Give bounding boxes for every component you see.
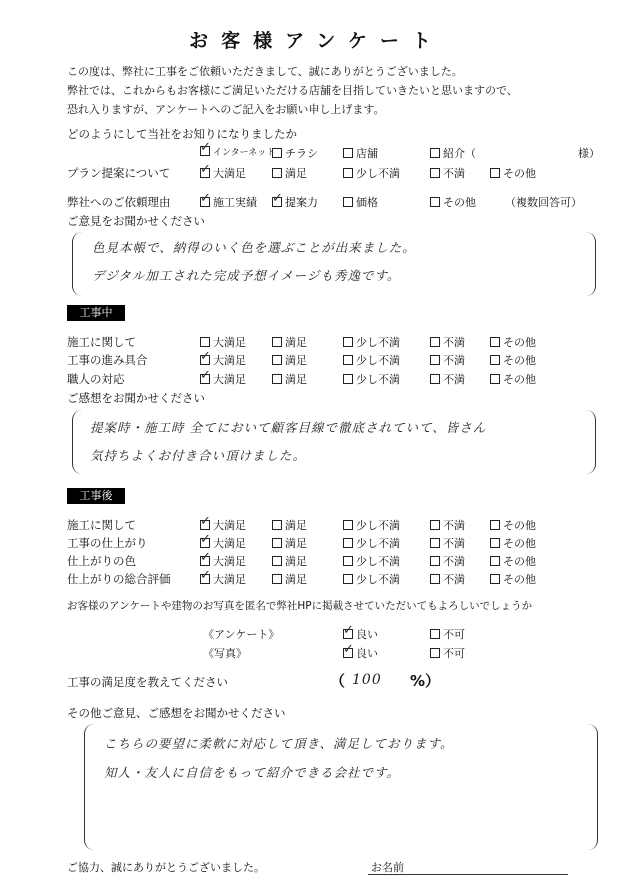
after-1-satisfied[interactable]: 満足 xyxy=(272,535,307,551)
checkbox[interactable] xyxy=(272,168,282,178)
checkbox-checked[interactable] xyxy=(200,146,210,156)
during-0-other[interactable]: その他 xyxy=(490,334,536,350)
checkbox[interactable] xyxy=(343,337,353,347)
checkbox[interactable] xyxy=(490,168,500,178)
publish-survey-ok[interactable]: ✓ 良い xyxy=(343,626,378,642)
intro-line-2: 弊社では、これからもお客様にご満足いただける店舗を目指していきたいと思いますので、 xyxy=(67,84,518,97)
during-row-label: 職人の対応 xyxy=(67,372,125,386)
checkbox[interactable] xyxy=(430,556,440,566)
checkbox[interactable] xyxy=(430,168,440,178)
after-3-slightly[interactable]: 少し不満 xyxy=(343,571,400,587)
satisfaction-unit: %） xyxy=(410,672,441,690)
checkbox-checked[interactable] xyxy=(343,648,353,658)
after-0-dissatisfied[interactable]: 不満 xyxy=(430,517,465,533)
opinion-line-2: デジタル加工された完成予想イメージも秀逸です。 xyxy=(92,268,401,283)
reason-track-record[interactable]: ✓ 施工実績 xyxy=(200,194,257,210)
intro-line-3: 恐れ入りますが、アンケートへのご記入をお願い申し上げます。 xyxy=(67,103,385,116)
reason-price[interactable]: 価格 xyxy=(343,194,378,210)
during-1-satisfied[interactable]: 満足 xyxy=(272,352,307,368)
checkbox[interactable] xyxy=(430,374,440,384)
after-0-satisfied[interactable]: 満足 xyxy=(272,517,307,533)
during-2-dissatisfied[interactable]: 不満 xyxy=(430,371,465,387)
checkbox-checked[interactable] xyxy=(200,556,210,566)
section-after: 工事後 xyxy=(67,488,125,504)
checkbox[interactable] xyxy=(272,355,282,365)
checkbox-checked[interactable] xyxy=(200,197,210,207)
page-title: お客様アンケート xyxy=(189,30,444,52)
checkbox-checked[interactable] xyxy=(200,168,210,178)
reason-proposal[interactable]: ✓ 提案力 xyxy=(272,194,318,210)
name-label: お名前 xyxy=(371,861,404,874)
checkbox[interactable] xyxy=(343,556,353,566)
plan-satisfied[interactable]: 満足 xyxy=(272,165,307,181)
checkbox-checked[interactable] xyxy=(200,574,210,584)
during-0-satisfied[interactable]: 満足 xyxy=(272,334,307,350)
after-2-very-satisfied[interactable]: ✓ 大満足 xyxy=(200,553,246,569)
publish-survey-ng[interactable]: 不可 xyxy=(430,626,465,642)
checkbox[interactable] xyxy=(343,574,353,584)
during-2-very-satisfied[interactable]: ✓ 大満足 xyxy=(200,371,246,387)
checkbox-checked[interactable] xyxy=(200,355,210,365)
checkbox[interactable] xyxy=(430,197,440,207)
after-3-satisfied[interactable]: 満足 xyxy=(272,571,307,587)
after-0-very-satisfied[interactable]: ✓ 大満足 xyxy=(200,517,246,533)
checkbox-checked[interactable] xyxy=(200,520,210,530)
question-opinion: ご意見をお聞かせください xyxy=(67,214,205,228)
howknown-internet[interactable]: ✓インターネット xyxy=(200,145,275,158)
after-3-other[interactable]: その他 xyxy=(490,571,536,587)
checkbox[interactable] xyxy=(272,148,282,158)
satisfaction-value[interactable]: 100 xyxy=(352,672,382,688)
plan-other[interactable]: その他 xyxy=(490,165,536,181)
checkbox[interactable] xyxy=(490,556,500,566)
question-other: その他ご意見、ご感想をお聞かせください xyxy=(67,706,286,720)
checkbox[interactable] xyxy=(343,168,353,178)
checkbox[interactable] xyxy=(272,556,282,566)
after-2-slightly[interactable]: 少し不満 xyxy=(343,553,400,569)
checkbox[interactable] xyxy=(272,337,282,347)
after-1-very-satisfied[interactable]: ✓ 大満足 xyxy=(200,535,246,551)
checkbox[interactable] xyxy=(272,520,282,530)
during-1-dissatisfied[interactable]: 不満 xyxy=(430,352,465,368)
opinion-line-1: 色見本帳で、納得のいく色を選ぶことが出来ました。 xyxy=(92,240,416,255)
checkbox[interactable] xyxy=(343,197,353,207)
during-1-other[interactable]: その他 xyxy=(490,352,536,368)
checkbox[interactable] xyxy=(272,574,282,584)
checkbox[interactable] xyxy=(490,538,500,548)
reason-other[interactable]: その他 xyxy=(430,194,476,210)
other-line-2: 知人・友人に自信をもって紹介できる会社です。 xyxy=(104,765,401,780)
checkbox-checked[interactable] xyxy=(272,197,282,207)
checkbox[interactable] xyxy=(430,148,440,158)
footer-thanks: ご協力、誠にありがとうございました。 xyxy=(67,861,265,874)
after-2-dissatisfied[interactable]: 不満 xyxy=(430,553,465,569)
after-2-satisfied[interactable]: 満足 xyxy=(272,553,307,569)
checkbox[interactable] xyxy=(430,648,440,658)
publish-row-photo: 《写真》 xyxy=(203,647,247,660)
howknown-store[interactable]: 店舗 xyxy=(343,145,378,161)
howknown-referral[interactable]: 紹介（ xyxy=(430,145,476,161)
checkbox[interactable] xyxy=(490,574,500,584)
after-row-label: 工事の仕上がり xyxy=(67,536,148,550)
checkbox[interactable] xyxy=(490,520,500,530)
howknown-flyer[interactable]: チラシ xyxy=(272,145,318,161)
reason-label: 弊社へのご依頼理由 xyxy=(67,195,171,209)
question-how-known: どのようにして当社をお知りになりましたか xyxy=(67,127,297,141)
name-input-line[interactable] xyxy=(368,873,568,875)
satisfaction-open-paren: （ xyxy=(330,672,346,690)
plan-label: プラン提案について xyxy=(67,166,171,180)
during-0-dissatisfied[interactable]: 不満 xyxy=(430,334,465,350)
checkbox[interactable] xyxy=(430,520,440,530)
checkbox[interactable] xyxy=(430,337,440,347)
after-0-slightly[interactable]: 少し不満 xyxy=(343,517,400,533)
checkbox[interactable] xyxy=(343,520,353,530)
publish-photo-ng[interactable]: 不可 xyxy=(430,645,465,661)
checkbox[interactable] xyxy=(490,337,500,347)
checkbox-checked[interactable] xyxy=(200,374,210,384)
checkbox[interactable] xyxy=(343,355,353,365)
after-row-label: 仕上がりの色 xyxy=(67,554,136,568)
after-row-label: 仕上がりの総合評価 xyxy=(67,572,171,586)
during-1-slightly[interactable]: 少し不満 xyxy=(343,352,400,368)
other-line-1: こちらの要望に柔軟に対応して頂き、満足しております。 xyxy=(104,736,454,751)
after-3-dissatisfied[interactable]: 不満 xyxy=(430,571,465,587)
checkbox[interactable] xyxy=(343,538,353,548)
impression-line-1: 提案時・施工時 全てにおいて顧客目線で徹底されていて、皆さん xyxy=(90,420,487,435)
checkbox[interactable] xyxy=(272,374,282,384)
intro-line-1: この度は、弊社に工事をご依頼いただきまして、誠にありがとうございました。 xyxy=(67,65,463,78)
after-1-dissatisfied[interactable]: 不満 xyxy=(430,535,465,551)
during-2-satisfied[interactable]: 満足 xyxy=(272,371,307,387)
during-row-label: 施工に関して xyxy=(67,335,136,349)
after-1-other[interactable]: その他 xyxy=(490,535,536,551)
during-2-slightly[interactable]: 少し不満 xyxy=(343,371,400,387)
section-during: 工事中 xyxy=(67,305,125,321)
publish-photo-ok[interactable]: ✓ 良い xyxy=(343,645,378,661)
question-satisfaction-level: 工事の満足度を教えてください xyxy=(67,675,228,689)
howknown-referral-suffix: 様） xyxy=(578,147,600,160)
checkbox[interactable] xyxy=(343,148,353,158)
checkbox-checked[interactable] xyxy=(200,538,210,548)
checkbox[interactable] xyxy=(343,374,353,384)
after-row-label: 施工に関して xyxy=(67,518,136,532)
after-2-other[interactable]: その他 xyxy=(490,553,536,569)
after-0-other[interactable]: その他 xyxy=(490,517,536,533)
during-row-label: 工事の進み具合 xyxy=(67,353,148,367)
during-1-very-satisfied[interactable]: ✓ 大満足 xyxy=(200,352,246,368)
checkbox[interactable] xyxy=(430,629,440,639)
question-impression: ご感想をお聞かせください xyxy=(67,391,205,405)
checkbox[interactable] xyxy=(490,374,500,384)
after-1-slightly[interactable]: 少し不満 xyxy=(343,535,400,551)
publish-row-survey: 《アンケート》 xyxy=(203,628,280,641)
question-publish: お客様のアンケートや建物のお写真を匿名で弊社HPに掲載させていただいてもよろしいでしょうか xyxy=(67,600,533,612)
plan-very-satisfied[interactable]: ✓ 大満足 xyxy=(200,165,246,181)
plan-dissatisfied[interactable]: 不満 xyxy=(430,165,465,181)
checkbox[interactable] xyxy=(490,355,500,365)
checkbox[interactable] xyxy=(200,337,210,347)
after-3-very-satisfied[interactable]: ✓ 大満足 xyxy=(200,571,246,587)
during-2-other[interactable]: その他 xyxy=(490,371,536,387)
reason-multiple-note: （複数回答可） xyxy=(505,196,582,209)
plan-slightly-dissatisfied[interactable]: 少し不満 xyxy=(343,165,400,181)
checkbox-checked[interactable] xyxy=(343,629,353,639)
checkbox[interactable] xyxy=(272,538,282,548)
impression-line-2: 気持ちよくお付き合い頂けました。 xyxy=(90,448,307,463)
checkbox[interactable] xyxy=(430,355,440,365)
checkbox[interactable] xyxy=(430,538,440,548)
during-0-slightly[interactable]: 少し不満 xyxy=(343,334,400,350)
checkbox[interactable] xyxy=(430,574,440,584)
during-0-very-satisfied[interactable]: 大満足 xyxy=(200,334,246,350)
